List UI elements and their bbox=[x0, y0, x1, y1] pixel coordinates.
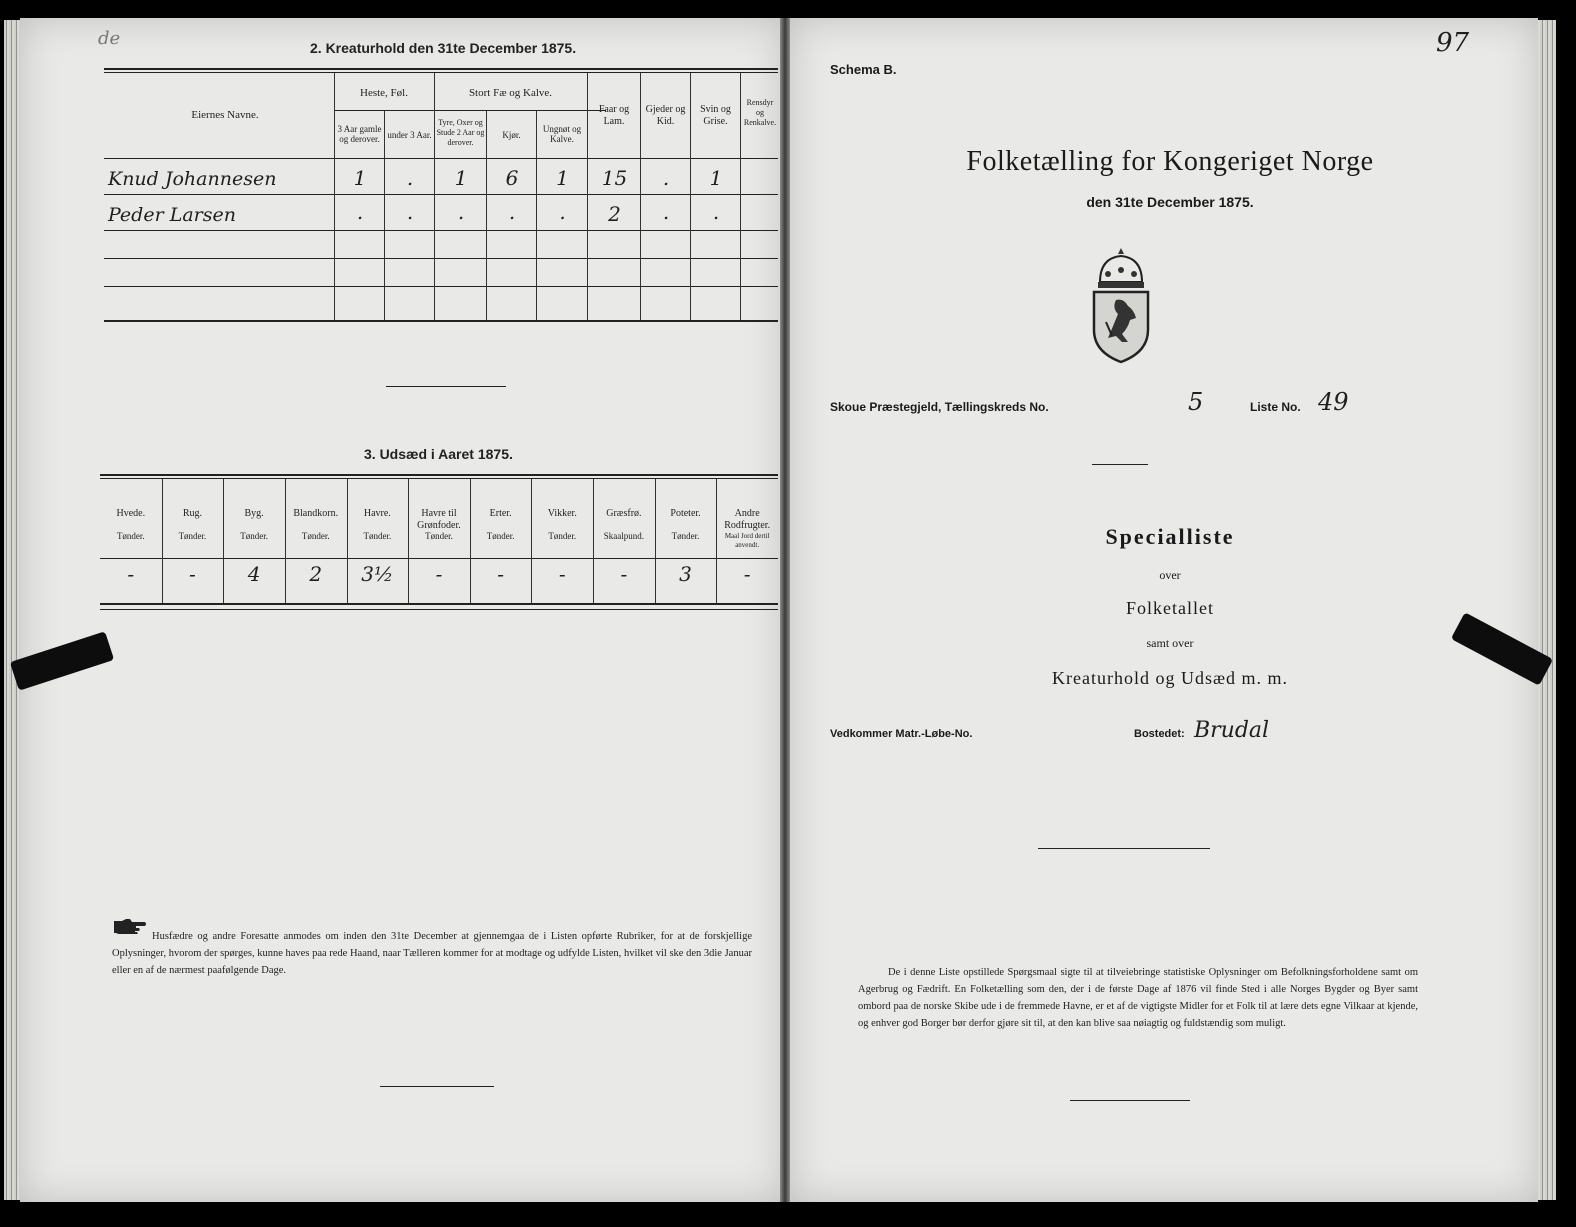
left-page bbox=[20, 18, 784, 1202]
header-kjor: Kjør. bbox=[502, 130, 521, 140]
header-owner: Eiernes Navne. bbox=[191, 109, 259, 121]
table3-bottom-rule bbox=[100, 603, 778, 605]
col-sep bbox=[740, 73, 741, 320]
divider bbox=[1092, 464, 1148, 465]
samt-over-text: samt over bbox=[1146, 636, 1194, 650]
table2-row3-rule bbox=[104, 258, 778, 259]
udsaed-header: Rug. bbox=[182, 508, 203, 519]
table2-bottom-rule bbox=[104, 320, 778, 322]
cell: . bbox=[356, 200, 364, 224]
owner-name: Peder Larsen bbox=[108, 204, 236, 226]
udsaed-header: Havre til Grønfoder. bbox=[417, 508, 461, 531]
liste-number: 49 bbox=[1318, 388, 1349, 416]
udsaed-header: Erter. bbox=[489, 508, 512, 519]
cell: 2 bbox=[608, 202, 621, 226]
prestegjeld-label: Skoue Præstegjeld, Tællingskreds No. bbox=[830, 400, 1049, 414]
page-number: 97 bbox=[1436, 28, 1470, 58]
table3-top-rule-2 bbox=[100, 478, 778, 479]
table2-group-rule bbox=[334, 110, 606, 111]
cell: . bbox=[457, 200, 465, 224]
udsaed-unit: Tønder. bbox=[548, 531, 577, 541]
cell: . bbox=[406, 200, 414, 224]
header-gjeder: Gjeder og Kid. bbox=[645, 104, 686, 127]
udsaed-header: Hvede. bbox=[116, 508, 146, 519]
table2-top-rule bbox=[104, 68, 778, 70]
coat-of-arms-icon bbox=[1086, 246, 1156, 366]
schema-label: Schema B. bbox=[830, 62, 897, 77]
udsaed-unit: Tønder. bbox=[116, 531, 145, 541]
kreaturhold-text: Kreaturhold og Udsæd m. m. bbox=[1052, 668, 1288, 688]
col-sep bbox=[536, 111, 537, 320]
header-heste: Heste, Føl. bbox=[360, 87, 408, 99]
cell: . bbox=[406, 166, 414, 190]
col-sep bbox=[690, 73, 691, 320]
cell: 6 bbox=[505, 166, 519, 190]
udsaed-value: 4 bbox=[247, 562, 261, 586]
udsaed-header: Poteter. bbox=[670, 508, 701, 519]
udsaed-header: Blandkorn. bbox=[293, 508, 339, 519]
udsaed-unit: Tønder. bbox=[363, 531, 392, 541]
udsaed-header: Havre. bbox=[363, 508, 391, 519]
udsaed-unit: Skaalpund. bbox=[603, 531, 645, 541]
bostedet-value: Brudal bbox=[1194, 718, 1270, 743]
divider bbox=[380, 1086, 494, 1087]
udsaed-value: - bbox=[558, 562, 566, 586]
udsaed-header: Byg. bbox=[244, 508, 264, 519]
cell: . bbox=[508, 200, 516, 224]
cell: . bbox=[712, 200, 720, 224]
divider bbox=[1038, 848, 1210, 849]
liste-label: Liste No. bbox=[1250, 400, 1301, 414]
table3-bottom-rule-2 bbox=[100, 609, 778, 610]
kreds-number: 5 bbox=[1188, 388, 1204, 416]
udsaed-value: - bbox=[497, 562, 504, 586]
cell: 1 bbox=[454, 166, 468, 190]
udsaed-unit: Tønder. bbox=[301, 531, 330, 541]
section3-title: 3. Udsæd i Aaret 1875. bbox=[364, 446, 513, 462]
header-stort: Stort Fæ og Kalve. bbox=[468, 87, 553, 99]
udsaed-value: 3½ bbox=[361, 562, 394, 586]
udsaed-value: 2 bbox=[309, 562, 323, 586]
table2-row1-rule bbox=[104, 194, 778, 195]
udsaed-unit: Tønder. bbox=[240, 531, 268, 541]
matr-label: Vedkommer Matr.-Løbe-No. bbox=[830, 728, 973, 740]
header-tyre: Tyre, Oxer og Stude 2 Aar og derover. bbox=[436, 118, 485, 147]
udsaed-unit: Tønder. bbox=[178, 531, 207, 541]
udsaed-header: Andre Rodfrugter. bbox=[724, 508, 771, 531]
udsaed-header: Vikker. bbox=[547, 508, 577, 519]
cell: . bbox=[559, 200, 566, 224]
udsaed-value: - bbox=[435, 562, 443, 586]
header-heste-old: 3 Aar gamle og derover. bbox=[337, 124, 382, 144]
udsaed-value: - bbox=[620, 562, 628, 586]
header-svin: Svin og Grise. bbox=[700, 104, 731, 127]
udsaed-header: Græsfrø. bbox=[606, 508, 642, 519]
header-faar: Faar og Lam. bbox=[598, 104, 630, 127]
udsaed-unit: Tønder. bbox=[425, 531, 453, 541]
cell: 1 bbox=[556, 166, 569, 190]
table2-row4-rule bbox=[104, 286, 778, 287]
table3-header-rule bbox=[100, 558, 778, 559]
cell: . bbox=[662, 166, 670, 190]
col-sep bbox=[640, 73, 641, 320]
header-ungnot: Ungnøt og Kalve. bbox=[542, 124, 582, 144]
col-sep bbox=[384, 111, 385, 320]
udsaed-value: - bbox=[127, 562, 135, 586]
udsaed-unit: Tønder. bbox=[486, 531, 515, 541]
cell: 15 bbox=[601, 166, 628, 190]
table3-top-rule bbox=[100, 474, 778, 476]
col-sep bbox=[434, 73, 435, 320]
cell: 1 bbox=[353, 166, 367, 190]
census-date: den 31te December 1875. bbox=[1086, 194, 1254, 210]
corner-mark: de bbox=[98, 28, 121, 49]
udsaed-unit: Maal Jord dertil anvendt. bbox=[724, 532, 770, 549]
over-text: over bbox=[1159, 568, 1181, 582]
cell: . bbox=[662, 200, 670, 224]
divider bbox=[386, 386, 506, 387]
section2-title: 2. Kreaturhold den 31te December 1875. bbox=[310, 40, 577, 56]
divider bbox=[1070, 1100, 1190, 1101]
header-heste-young: under 3 Aar. bbox=[387, 130, 432, 140]
main-title: Folketælling for Kongeriget Norge bbox=[966, 146, 1374, 177]
col-sep bbox=[587, 73, 588, 320]
book-spine bbox=[780, 18, 790, 1202]
footer-text: De i denne Liste opstillede Spørgsmaal sigte til at tilveiebringe statistiske Oplysninger om Befolkningsforholdene samt om Agerbrug og Fædrift. En Folketælling som den, der i de første Dage af 1876 vil finde Sted i alle Norges Bygder og Byer samt ombord paa de norske Skibe ude i de fremmede Havne, er et af de vigtigste Midler for et Folk til at lære dets egne Vilkaar at kjende, og enhver god Borger bør derfor gjøre sit til, at den kan blive saa nøiagtig og fuldstændig som muligt. bbox=[858, 967, 1418, 1029]
owner-name: Knud Johannesen bbox=[108, 168, 277, 190]
header-rensdyr: Rensdyr og Renkalve. bbox=[743, 98, 777, 127]
notice-text: Husfædre og andre Foresatte anmodes om inden den 31te December at gjennemgaa de i Listen opførte Rubriker, for at de forskjellige Oplysninger, hvorom der spørges, kunne haves paa rede Haand, naar Tælleren kommer for at modtage og udfylde Listen, hvilket vil ske den 3die Januar eller en af de nærmest paafølgende Dage. bbox=[112, 931, 752, 976]
table2-header-rule bbox=[104, 158, 778, 159]
udsaed-value: - bbox=[189, 562, 196, 586]
table2-top-rule-2 bbox=[104, 72, 778, 73]
specialliste-heading: Specialliste bbox=[1105, 524, 1235, 549]
col-sep bbox=[486, 111, 487, 320]
table2-row2-rule bbox=[104, 230, 778, 231]
col-sep bbox=[334, 73, 335, 320]
cell: 1 bbox=[709, 166, 723, 190]
right-page bbox=[790, 18, 1538, 1202]
folketallet-text: Folketallet bbox=[1126, 598, 1214, 618]
udsaed-unit: Tønder. bbox=[671, 531, 700, 541]
bostedet-label: Bostedet: bbox=[1134, 728, 1185, 740]
udsaed-value: - bbox=[743, 562, 751, 586]
udsaed-value: 3 bbox=[679, 562, 692, 586]
